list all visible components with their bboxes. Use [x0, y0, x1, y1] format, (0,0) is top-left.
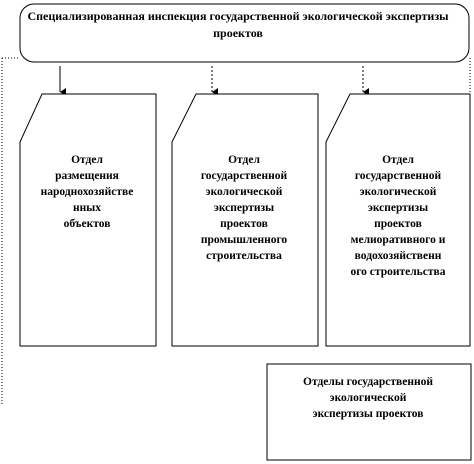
department-1-label: Отдел размещения народнохозяйстве нных объектов [40, 154, 134, 230]
department-3-label: Отдел государственной экологической экспертизы проектов мелиоративного и водохозяйственн ого строительства [350, 154, 446, 278]
top-box-label: Специализированная инспекция государственной экологической экспертизы проектов [27, 9, 449, 40]
bottom-box-label: Отделы государственной экологической экспертизы проектов [303, 376, 433, 420]
department-2-label: Отдел государственной экологической экспертизы проектов промышленного строительства [200, 154, 288, 262]
